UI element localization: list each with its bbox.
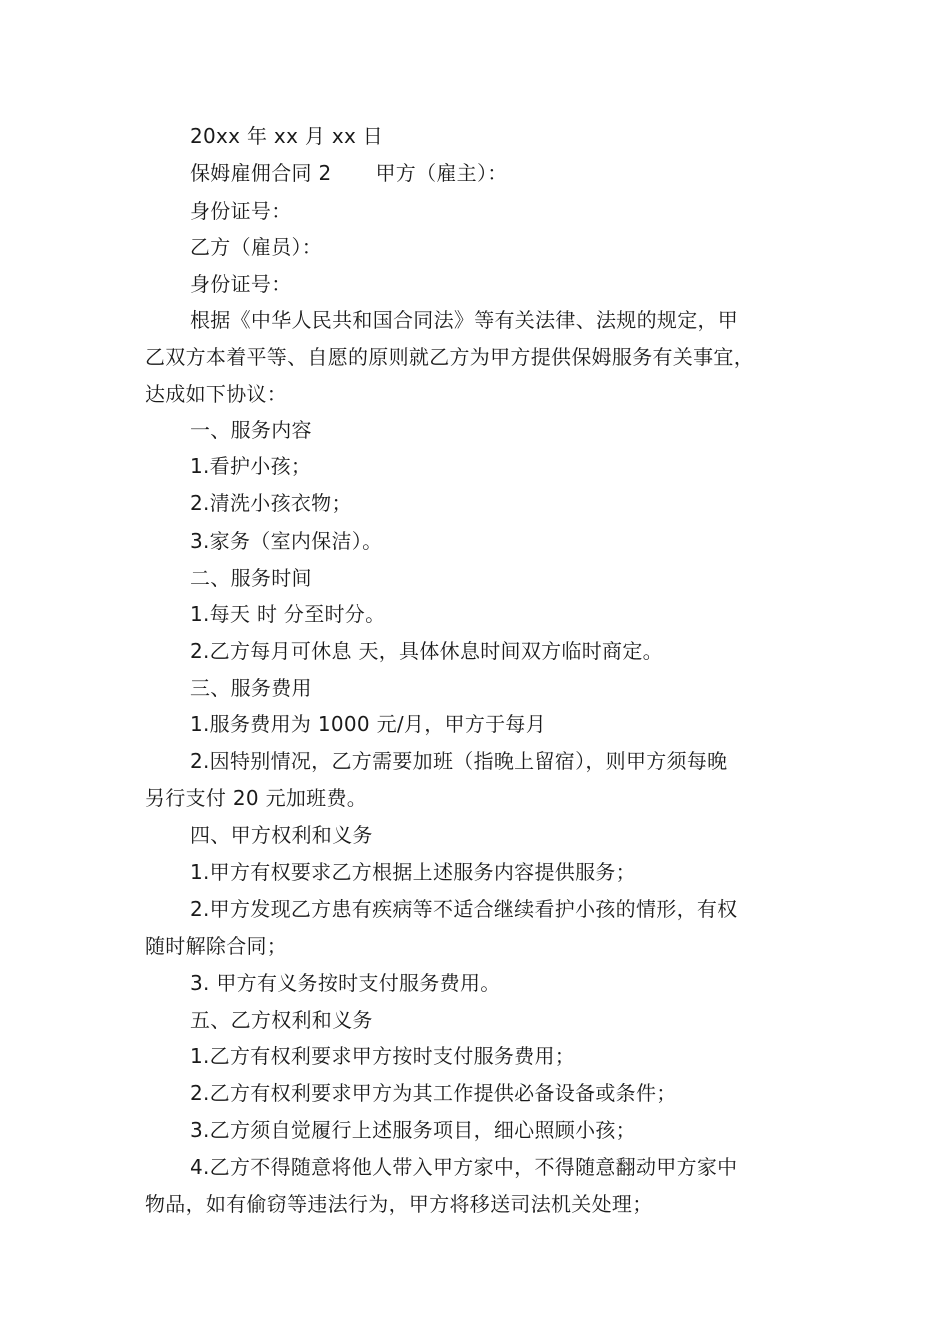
- s1-item-2: 2.清洗小孩衣物；: [190, 491, 352, 515]
- section-3-heading: 三、服务费用: [190, 676, 312, 700]
- s1-item-3: 3.家务（室内保洁）。: [190, 529, 383, 553]
- s5-item-3: 3.乙方须自觉履行上述服务项目，细心照顾小孩；: [190, 1118, 636, 1142]
- section-2-heading: 二、服务时间: [190, 566, 312, 590]
- title-line: [190, 160, 508, 186]
- preamble-line-1: 根据《中华人民共和国合同法》等有关法律、法规的规定，甲: [190, 308, 739, 332]
- s5-item-2: 2.乙方有权利要求甲方为其工作提供必备设备或条件；: [190, 1081, 677, 1105]
- s5-item-4-line-2: 物品，如有偷窃等违法行为，甲方将移送司法机关处理；: [145, 1192, 653, 1216]
- s3-item-1: 1.服务费用为 1000 元/月，甲方于每月: [190, 712, 547, 736]
- s3-item-2-line-2: 另行支付 20 元加班费。: [145, 786, 368, 810]
- contract-title: 保姆雇佣合同 2: [190, 161, 332, 185]
- s4-item-2-line-2: 随时解除合同；: [145, 934, 288, 958]
- s5-item-1: 1.乙方有权利要求甲方按时支付服务费用；: [190, 1044, 576, 1068]
- s4-item-2-line-1: 2.甲方发现乙方患有疾病等不适合继续看护小孩的情形，有权: [190, 897, 738, 921]
- party-b-id: 身份证号：: [190, 272, 292, 296]
- s1-item-1: 1.看护小孩；: [190, 454, 312, 478]
- section-1-heading: 一、服务内容: [190, 418, 312, 442]
- s2-item-1: 1.每天 时 分至时分。: [190, 602, 386, 626]
- s4-item-3: 3. 甲方有义务按时支付服务费用。: [190, 971, 501, 995]
- s4-item-1: 1.甲方有权要求乙方根据上述服务内容提供服务；: [190, 860, 636, 884]
- party-b-label: 乙方（雇员）：: [190, 235, 323, 259]
- s3-item-2-line-1: 2.因特别情况，乙方需要加班（指晚上留宿），则甲方须每晚: [190, 749, 728, 773]
- party-a-label: 甲方（雇主）：: [375, 161, 508, 185]
- preamble-line-2: 乙双方本着平等、自愿的原则就乙方为甲方提供保姆服务有关事宜，: [145, 345, 754, 369]
- section-4-heading: 四、甲方权利和义务: [190, 823, 373, 847]
- date-line: 20xx 年 xx 月 xx 日: [190, 124, 384, 148]
- party-a-id: 身份证号：: [190, 199, 292, 223]
- preamble-line-3: 达成如下协议：: [145, 382, 288, 406]
- s2-item-2: 2.乙方每月可休息 天，具体休息时间双方临时商定。: [190, 639, 663, 663]
- section-5-heading: 五、乙方权利和义务: [190, 1008, 373, 1032]
- s5-item-4-line-1: 4.乙方不得随意将他人带入甲方家中，不得随意翻动甲方家中: [190, 1155, 738, 1179]
